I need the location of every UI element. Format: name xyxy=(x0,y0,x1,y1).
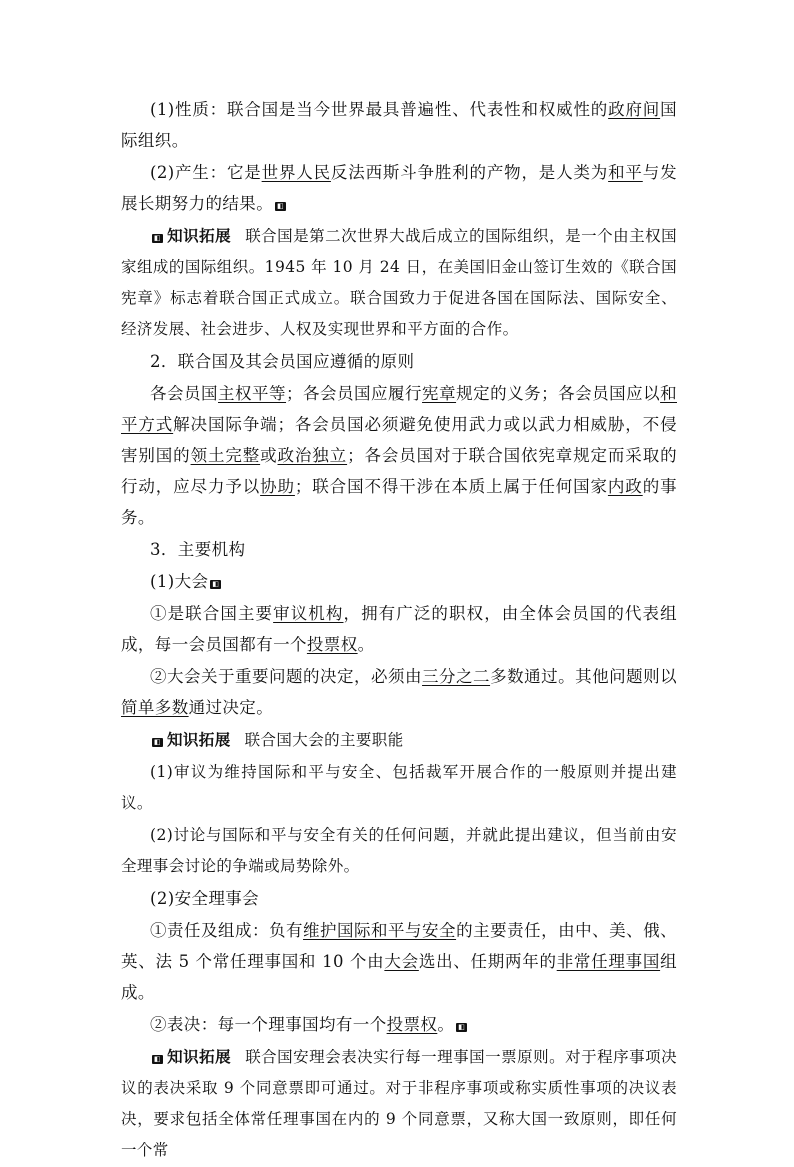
paragraph-principles xyxy=(121,378,677,533)
extension-marker-icon xyxy=(152,1055,163,1064)
text: 组成。 xyxy=(121,952,677,1002)
text: 解决国际争端；各会员国必须避免使用武力或以武力相威胁，不侵害别国的 xyxy=(121,415,677,465)
document-body xyxy=(121,94,677,1167)
text: (1)大会 xyxy=(150,572,209,591)
text: ；联合国不得干涉在本质上属于任何国家 xyxy=(294,477,608,496)
text: 国际组织。 xyxy=(121,100,678,150)
extension-title: 联合国大会的主要职能 xyxy=(244,731,404,749)
underlined-term: 主权平等 xyxy=(218,384,287,403)
underlined-term: 投票权 xyxy=(386,1015,438,1034)
text: 反法西斯斗争胜利的产物，是人类为 xyxy=(330,163,609,182)
extension-heading: 知识拓展 xyxy=(167,1047,232,1066)
text: 或 xyxy=(260,446,278,465)
underlined-term: 非常任理事国 xyxy=(556,952,661,971)
text: 的主要责任，由中、美、俄、英、法 5 个常任理事国和 10 个由 xyxy=(121,921,677,971)
link-marker-icon xyxy=(210,580,221,589)
underlined-term: 审议机构 xyxy=(273,604,344,623)
underlined-term: 内政 xyxy=(607,477,643,496)
underlined-term: 政府间 xyxy=(608,100,661,119)
underlined-term: 宪章 xyxy=(422,384,457,403)
knowledge-extension-2-item: (2)讨论与国际和平与安全有关的任何问题，并就此提出建议，但当前由安全理事会讨论的争端或局势除外。 xyxy=(121,826,677,875)
paragraph-council-voting xyxy=(121,1009,677,1040)
text: ；各会员国应履行 xyxy=(286,384,423,403)
underlined-term: 投票权 xyxy=(306,635,358,654)
extension-heading: 知识拓展 xyxy=(167,730,231,749)
underlined-term: 三分之二 xyxy=(422,667,491,686)
paragraph-assembly-voting xyxy=(121,661,677,723)
underlined-term: 和平 xyxy=(608,163,643,182)
text: 各会员国 xyxy=(150,384,219,403)
extension-marker-icon xyxy=(152,738,163,747)
link-marker-icon xyxy=(275,202,286,211)
text: ①责任及组成：负有 xyxy=(150,921,304,940)
text: (1)性质：联合国是当今世界最具普遍性、代表性和权威性的 xyxy=(150,100,609,119)
underlined-term: 和平方式 xyxy=(121,384,677,434)
extension-marker-icon xyxy=(152,234,163,243)
extension-heading: 知识拓展 xyxy=(167,226,232,245)
subheading-general-assembly xyxy=(121,566,677,597)
text: ①是联合国主要 xyxy=(150,604,274,623)
paragraph-assembly-role xyxy=(121,598,677,660)
extension-text: 联合国是第二次世界大战后成立的国际组织，是一个由主权国家组成的国际组织。1945 年 10 月 24 日，在美国旧金山签订生效的《联合国宪章》标志着联合国正式成立。联合国致力于促进各国在国际法、国际安全、经济发展、社会进步、人权及实现世界和平方面的合作。 xyxy=(121,227,677,338)
text: 通过决定。 xyxy=(188,698,274,717)
text: 。 xyxy=(437,1015,455,1034)
knowledge-extension-2-title xyxy=(121,724,677,756)
underlined-term: 政治独立 xyxy=(277,446,348,465)
text: ②大会关于重要问题的决定，必须由 xyxy=(150,667,423,686)
underlined-term: 简单多数 xyxy=(121,698,189,717)
underlined-term: 领土完整 xyxy=(190,446,261,465)
text: ，拥有广泛的职权，由全体会员国的代表组成，每一会员国都有一个 xyxy=(121,604,677,654)
text: 规定的义务；各会员国应以 xyxy=(456,384,661,403)
underlined-term: 大会 xyxy=(384,952,419,971)
text: ②表决：每一个理事国均有一个 xyxy=(150,1015,387,1034)
knowledge-extension-3 xyxy=(121,1041,677,1166)
extension-text: 联合国安理会表决实行每一理事国一票原则。对于程序事项决议的表决采取 9 个同意票即可通过。对于非程序事项或称实质性事项的决议表决，要求包括全体常任理事国在内的 9 个同意票，又称大国一致原则，即任何一个常 xyxy=(121,1048,677,1159)
paragraph-council-composition xyxy=(121,915,677,1008)
text: 的事务。 xyxy=(121,477,677,527)
knowledge-extension-2-item: (1)审议为维持国际和平与安全、包括裁军开展合作的一般原则并提出建议。 xyxy=(121,763,677,812)
text: (2)产生：它是 xyxy=(150,163,262,182)
section-heading-principles: 2．联合国及其会员国应遵循的原则 xyxy=(150,352,415,371)
text: 。 xyxy=(357,635,375,654)
paragraph-origin xyxy=(121,157,677,219)
text: 多数通过。其他问题则以 xyxy=(490,667,677,686)
text: 与发展长期努力的结果。 xyxy=(121,163,677,213)
section-heading-organs: 3．主要机构 xyxy=(150,540,246,559)
paragraph-nature xyxy=(121,94,677,156)
knowledge-extension-1 xyxy=(121,220,677,345)
underlined-term: 维护国际和平与安全 xyxy=(303,921,457,940)
subheading-security-council: (2)安全理事会 xyxy=(150,889,260,908)
link-marker-icon xyxy=(456,1023,467,1032)
text: ；各会员国对于联合国依宪章规定而采取的行动，应尽力予以 xyxy=(121,446,677,496)
text: 选出、任期两年的 xyxy=(418,952,557,971)
underlined-term: 世界人民 xyxy=(261,163,331,182)
underlined-term: 协助 xyxy=(260,477,295,496)
